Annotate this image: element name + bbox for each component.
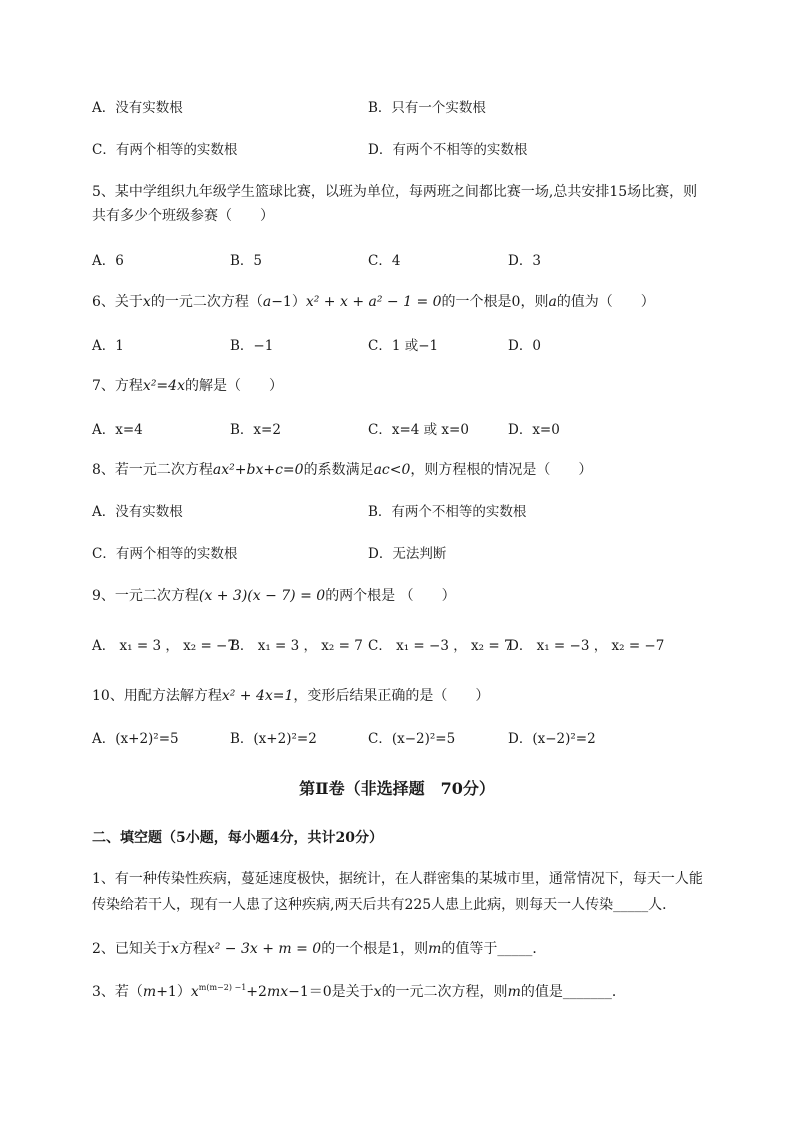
q6-option-c[interactable]: C．1 或−1 (368, 338, 439, 354)
q8-stem (92, 460, 592, 480)
q6-stem (92, 292, 655, 312)
q9-text: 9、一元二次方程 (92, 588, 199, 604)
f2-text: 2、已知关于 (92, 941, 171, 957)
q8-option-b[interactable]: B．有两个不相等的实数根 (368, 504, 527, 520)
f2-var-m: m (428, 941, 442, 957)
q9-option-d[interactable]: D． x₁ = −3 ， x₂ = −7 (508, 638, 665, 654)
f3-text: 的值是_______． (520, 984, 626, 1000)
q7-option-d[interactable]: D．x=0 (508, 422, 560, 438)
q8-condition: ac<0 (373, 462, 411, 478)
q4-option-b[interactable]: B．只有一个实数根 (368, 100, 486, 116)
q9-stem (92, 586, 456, 606)
q6-option-d[interactable]: D．0 (508, 338, 541, 354)
q4-option-a[interactable]: A．没有实数根 (92, 100, 183, 116)
q9-equation: (x + 3)(x − 7) = 0 (198, 588, 326, 604)
q6-option-a[interactable]: A．1 (92, 338, 124, 354)
q6-text: 的一个根是0，则 (441, 294, 549, 310)
q8-option-a[interactable]: A．没有实数根 (92, 504, 183, 520)
q5-stem-line2: 共有多少个班级参赛（ ） (92, 208, 274, 224)
f3-stem (92, 982, 626, 1002)
f3-term-x: x (190, 984, 199, 1000)
q10-stem (92, 686, 489, 706)
q9-option-b[interactable]: B． x₁ = 3 ， x₂ = 7 (230, 638, 363, 654)
q10-equation: x² + 4x=1 (221, 688, 294, 704)
q5-option-a[interactable]: A．6 (92, 253, 124, 269)
q10-option-c[interactable]: C．(x−2)²=5 (368, 731, 456, 747)
q6-text: −1） (271, 294, 306, 310)
q8-option-d[interactable]: D．无法判断 (368, 546, 447, 562)
f3-var-m: m (507, 984, 521, 1000)
q7-option-b[interactable]: B．x=2 (230, 422, 281, 438)
q10-option-b[interactable]: B．(x+2)²=2 (230, 731, 317, 747)
f3-var-x: x (373, 984, 382, 1000)
q7-option-c[interactable]: C．x=4 或 x=0 (368, 422, 469, 438)
f2-equation: x² − 3x + m = 0 (206, 941, 322, 957)
q9-option-c[interactable]: C． x₁ = −3 ， x₂ = 7 (368, 638, 513, 654)
q7-option-a[interactable]: A．x=4 (92, 422, 143, 438)
f3-text: 的一元二次方程，则 (381, 984, 508, 1000)
q6-equation: x² + x + a² − 1 = 0 (305, 294, 442, 310)
q7-text: 的解是（ ） (184, 378, 283, 394)
f1-stem-line1: 1、有一种传染性疾病，蔓延速度极快，据统计，在人群密集的某城市里，通常情况下，每天一人能 (92, 871, 703, 887)
q8-text: 8、若一元二次方程 (92, 462, 213, 478)
q6-var-a: a (548, 294, 557, 310)
f3-var-m: m (142, 984, 157, 1000)
f2-stem (92, 939, 546, 959)
f2-var-x: x (170, 941, 179, 957)
q5-option-d[interactable]: D．3 (508, 253, 541, 269)
part2-title: 二、填空题（5小题，每小题4分，共计20分） (92, 830, 383, 846)
section-title: 第Ⅱ卷（非选择题 70分） (299, 779, 495, 798)
q8-text: ，则方程根的情况是（ ） (410, 462, 593, 478)
f2-text: 的一个根是1，则 (321, 941, 429, 957)
f3-exponent: m(m−2) −1 (198, 983, 247, 992)
q8-option-c[interactable]: C．有两个相等的实数根 (92, 546, 238, 562)
f2-text: 的值等于_____． (441, 941, 547, 957)
q6-text: 6、关于 (92, 294, 143, 310)
f1-stem-line2: 传染给若干人，现有一人患了这种疾病,两天后共有225人患上此病，则每天一人传染_____人． (92, 897, 677, 913)
q10-option-a[interactable]: A．(x+2)²=5 (92, 731, 179, 747)
f3-text: 3、若（ (92, 984, 143, 1000)
q8-equation: ax²+bx+c=0 (212, 462, 304, 478)
q4-option-d[interactable]: D．有两个不相等的实数根 (368, 142, 528, 158)
q6-var-a: a (262, 294, 272, 310)
q6-option-b[interactable]: B．−1 (230, 338, 274, 354)
q4-option-c[interactable]: C．有两个相等的实数根 (92, 142, 238, 158)
q5-option-b[interactable]: B．5 (230, 253, 263, 269)
f2-text: 方程 (178, 941, 207, 957)
q10-text: ，变形后结果正确的是（ ） (293, 688, 490, 704)
q10-text: 10、用配方法解方程 (92, 688, 222, 704)
f3-text: +2 (246, 984, 267, 1000)
q7-text: 7、方程 (92, 378, 143, 394)
q6-var-x: x (142, 294, 151, 310)
q9-option-a[interactable]: A． x₁ = 3 ， x₂ = −7 (92, 638, 236, 654)
f3-text: −1＝0是关于 (288, 984, 374, 1000)
q8-text: 的系数满足 (303, 462, 374, 478)
q10-option-d[interactable]: D．(x−2)²=2 (508, 731, 596, 747)
q7-equation: x²=4x (142, 378, 185, 394)
f3-term-mx: mx (266, 984, 289, 1000)
q5-stem-line1: 5、某中学组织九年级学生篮球比赛，以班为单位，每两班之间都比赛一场,总共安排15场比赛，则 (92, 184, 698, 200)
q6-text: 的一元二次方程（ (150, 294, 263, 310)
q9-text: 的两个根是 （ ） (325, 588, 456, 604)
f3-text: +1） (156, 984, 191, 1000)
q7-stem (92, 376, 283, 396)
q6-text: 的值为（ ） (556, 294, 655, 310)
q5-option-c[interactable]: C．4 (368, 253, 401, 269)
